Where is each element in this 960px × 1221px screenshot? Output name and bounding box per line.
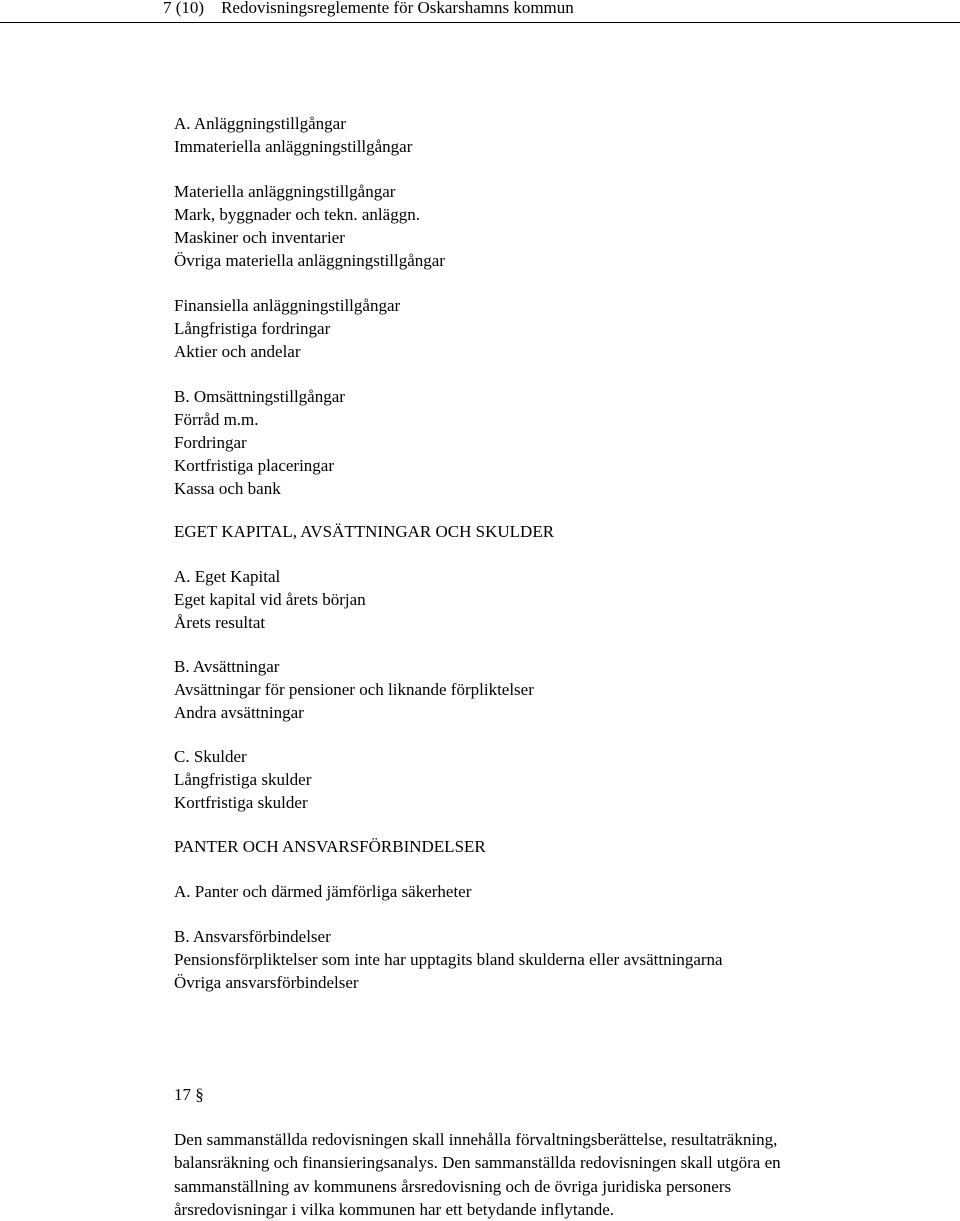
line-item: Kassa och bank — [174, 479, 281, 498]
line-item: Förråd m.m. — [174, 410, 259, 429]
line-item: Materiella anläggningstillgångar — [174, 182, 396, 201]
section-number-value: 17 — [174, 1085, 191, 1104]
line-item: Maskiner och inventarier — [174, 228, 345, 247]
page-number: 7 (10) — [163, 0, 205, 17]
line-item: Långfristiga fordringar — [174, 319, 331, 338]
line-item: Fordringar — [174, 433, 247, 452]
section-heading: A. Eget Kapital — [174, 567, 281, 586]
header-text — [163, 0, 574, 18]
line-item: Kortfristiga placeringar — [174, 456, 335, 475]
line-item: Långfristiga skulder — [174, 770, 312, 789]
line-item: Kortfristiga skulder — [174, 793, 308, 812]
document-title: Redovisningsreglemente för Oskarshamns kommun — [221, 0, 574, 17]
section-heading: B. Avsättningar — [174, 657, 280, 676]
section-heading: A. Panter och därmed jämförliga säkerheter — [174, 882, 472, 901]
line-item: Årets resultat — [174, 613, 266, 632]
section-sign: § — [195, 1085, 204, 1104]
section-heading: B. Omsättningstillgångar — [174, 387, 345, 406]
paragraph-line: balansräkning och finansieringsanalys. Den sammanställda redovisningen skall utgöra en — [174, 1153, 781, 1173]
section-number — [174, 1084, 204, 1106]
line-item: Avsättningar för pensioner och liknande förpliktelser — [174, 680, 534, 699]
line-item: Övriga ansvarsförbindelser — [174, 973, 359, 992]
paragraph-line: årsredovisningar i vilka kommunen har ett betydande inflytande. — [174, 1199, 614, 1219]
page-header — [0, 0, 960, 23]
line-item: Mark, byggnader och tekn. anläggn. — [174, 205, 420, 224]
line-item: Aktier och andelar — [174, 342, 301, 361]
paragraph — [174, 1128, 914, 1221]
section-heading: A. Anläggningstillgångar — [174, 114, 346, 133]
line-item: Immateriella anläggningstillgångar — [174, 137, 413, 156]
line-item: Eget kapital vid årets början — [174, 590, 366, 609]
line-item: Övriga materiella anläggningstillgångar — [174, 251, 445, 270]
section-heading: B. Ansvarsförbindelser — [174, 927, 331, 946]
paragraph-line: sammanställning av kommunens årsredovisning och de övriga juridiska personers — [174, 1176, 732, 1196]
line-item: Pensionsförpliktelser som inte har upptagits bland skulderna eller avsättningarna — [174, 950, 723, 969]
paragraph-line: Den sammanställda redovisningen skall innehålla förvaltningsberättelse, resultaträkning, — [174, 1130, 778, 1149]
line-item: Andra avsättningar — [174, 703, 304, 722]
main-heading: PANTER OCH ANSVARSFÖRBINDELSER — [174, 837, 486, 856]
main-heading: EGET KAPITAL, AVSÄTTNINGAR OCH SKULDER — [174, 522, 555, 541]
section-heading: C. Skulder — [174, 747, 247, 766]
line-item: Finansiella anläggningstillgångar — [174, 296, 401, 315]
